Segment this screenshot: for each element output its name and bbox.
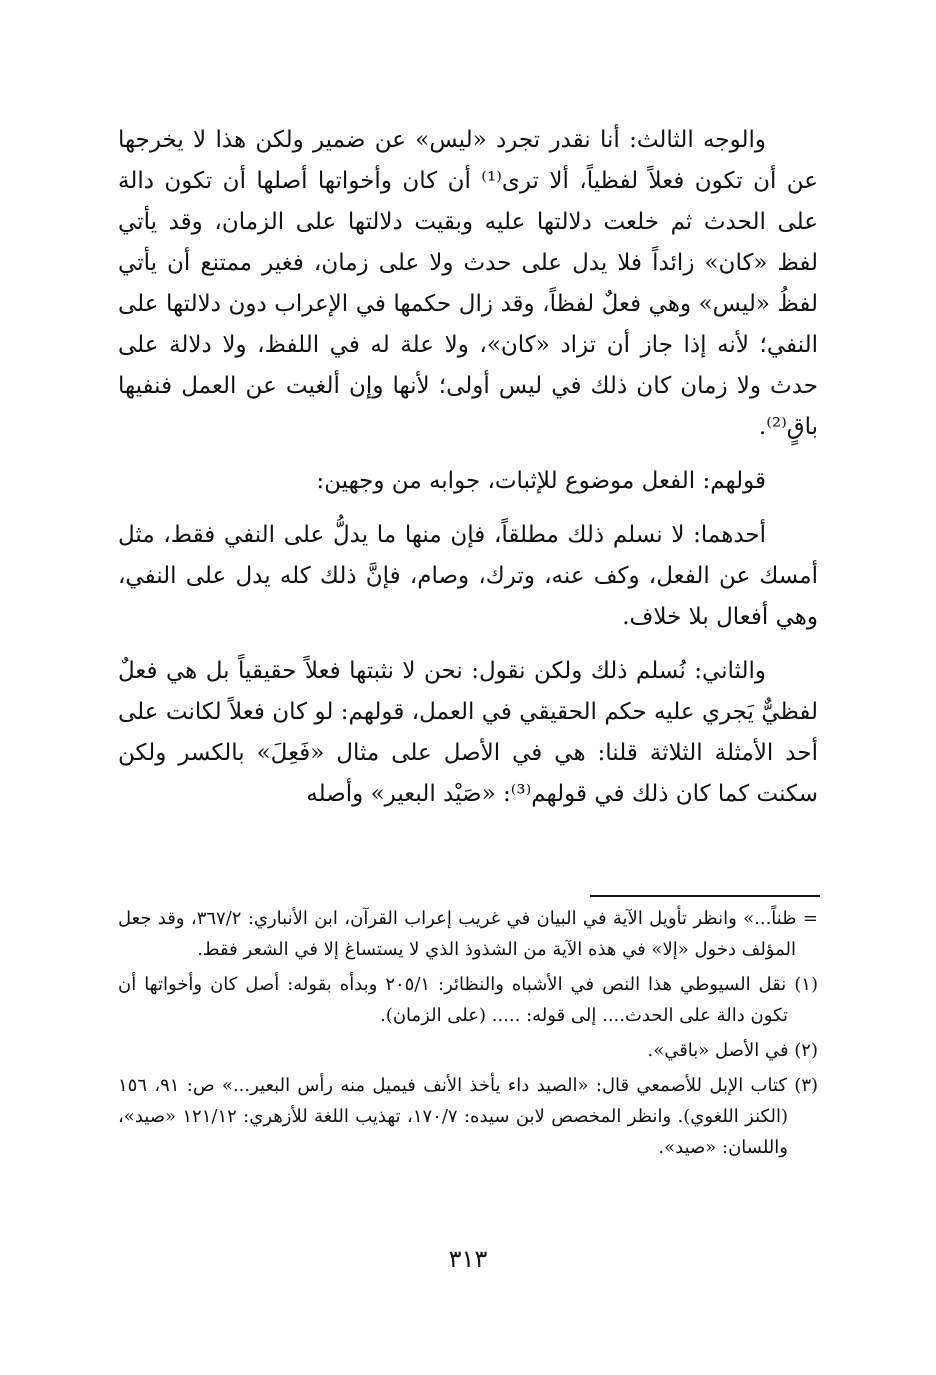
footnote-continuation: = ظناً...» وانظر تأويل الآية في البيان في غريب إعراب القرآن، ابن الأنباري: ٣٦٧/٢، وقد جعل المؤلف دخول «إلا» في هذه الآية من الشذوذ الذي لا يستساغ إلا في الشعر فقط.: [118, 908, 818, 960]
paragraph-third-aspect: والوجه الثالث: أنا نقدر تجرد «ليس» عن ضمير ولكن هذا لا يخرجها عن أن تكون فعلاً لفظياً، ألا ترى⁽¹⁾ أن كان وأخواتها أصلها أن تكون دالة على الحدث ثم خلعت دلالتها عليه وبقيت دلالتها على الزمان، وقد يأتي لفظ «كان» زائداً فلا يدل على حدث ولا على زمان، فغير ممتنع أن يأتي لفظُ «ليس» وهي فعلٌ لفظاً، وقد زال حكمها في الإعراب دون دلالتها على النفي؛ لأنه إذا جاز أن تزاد «كان»، ولا علة له في اللفظ، ولا دلالة على حدث ولا زمان كان ذلك في ليس أولى؛ لأنها وإن ألغيت عن العمل فنفيها باقٍ⁽²⁾.: [118, 127, 819, 440]
paragraph-first-answer: أحدهما: لا نسلم ذلك مطلقاً، فإن منها ما يدلُّ على النفي فقط، مثل أمسك عن الفعل، وكف عنه، وترك، وصام، فإنَّ ذلك كله يدل على النفي، وهي أفعال بلا خلاف.: [118, 522, 818, 630]
footnote-2: (٢) في الأصل «باقي».: [647, 1040, 818, 1061]
page-number: ٣١٣: [448, 1245, 488, 1273]
footnote-1: (١) نقل السيوطي هذا النص في الأشباه والنظائر: ٢٠٥/١ وبدأه بقوله: أصل كان وأخواتها أن تكون دالة على الحدث.... إلى قوله: ..... (على الزمان).: [118, 974, 818, 1026]
main-text: [118, 120, 818, 815]
footnotes: [118, 903, 818, 1167]
footnote-separator: [590, 895, 820, 897]
footnote-3: (٣) كتاب الإبل للأصمعي قال: «الصيد داء يأخذ الأنف فيميل منه رأس البعير...» ص: ٩١، ١٥٦ (الكنز اللغوي). وانظر المخصص لابن سيده: ١٧٠/٧، تهذيب اللغة للأزهري: ١٢١/١٢ «صيد»، واللسان: «صيد».: [118, 1075, 819, 1158]
paragraph-their-saying: قولهم: الفعل موضوع للإثبات، جوابه من وجهين:: [316, 468, 766, 494]
paragraph-second-answer: والثاني: نُسلم ذلك ولكن نقول: نحن لا نثبتها فعلاً حقيقياً بل هي فعلٌ لفظيٌّ يَجري عليه حكم الحقيقي في العمل، قولهم: لو كان فعلاً لكانت على أحد الأمثلة الثلاثة قلنا: هي في الأصل على مثال «فَعِلَ» بالكسر ولكن سكنت كما كان ذلك في قولهم⁽³⁾: «صَيْد البعير» وأصله: [118, 658, 818, 807]
